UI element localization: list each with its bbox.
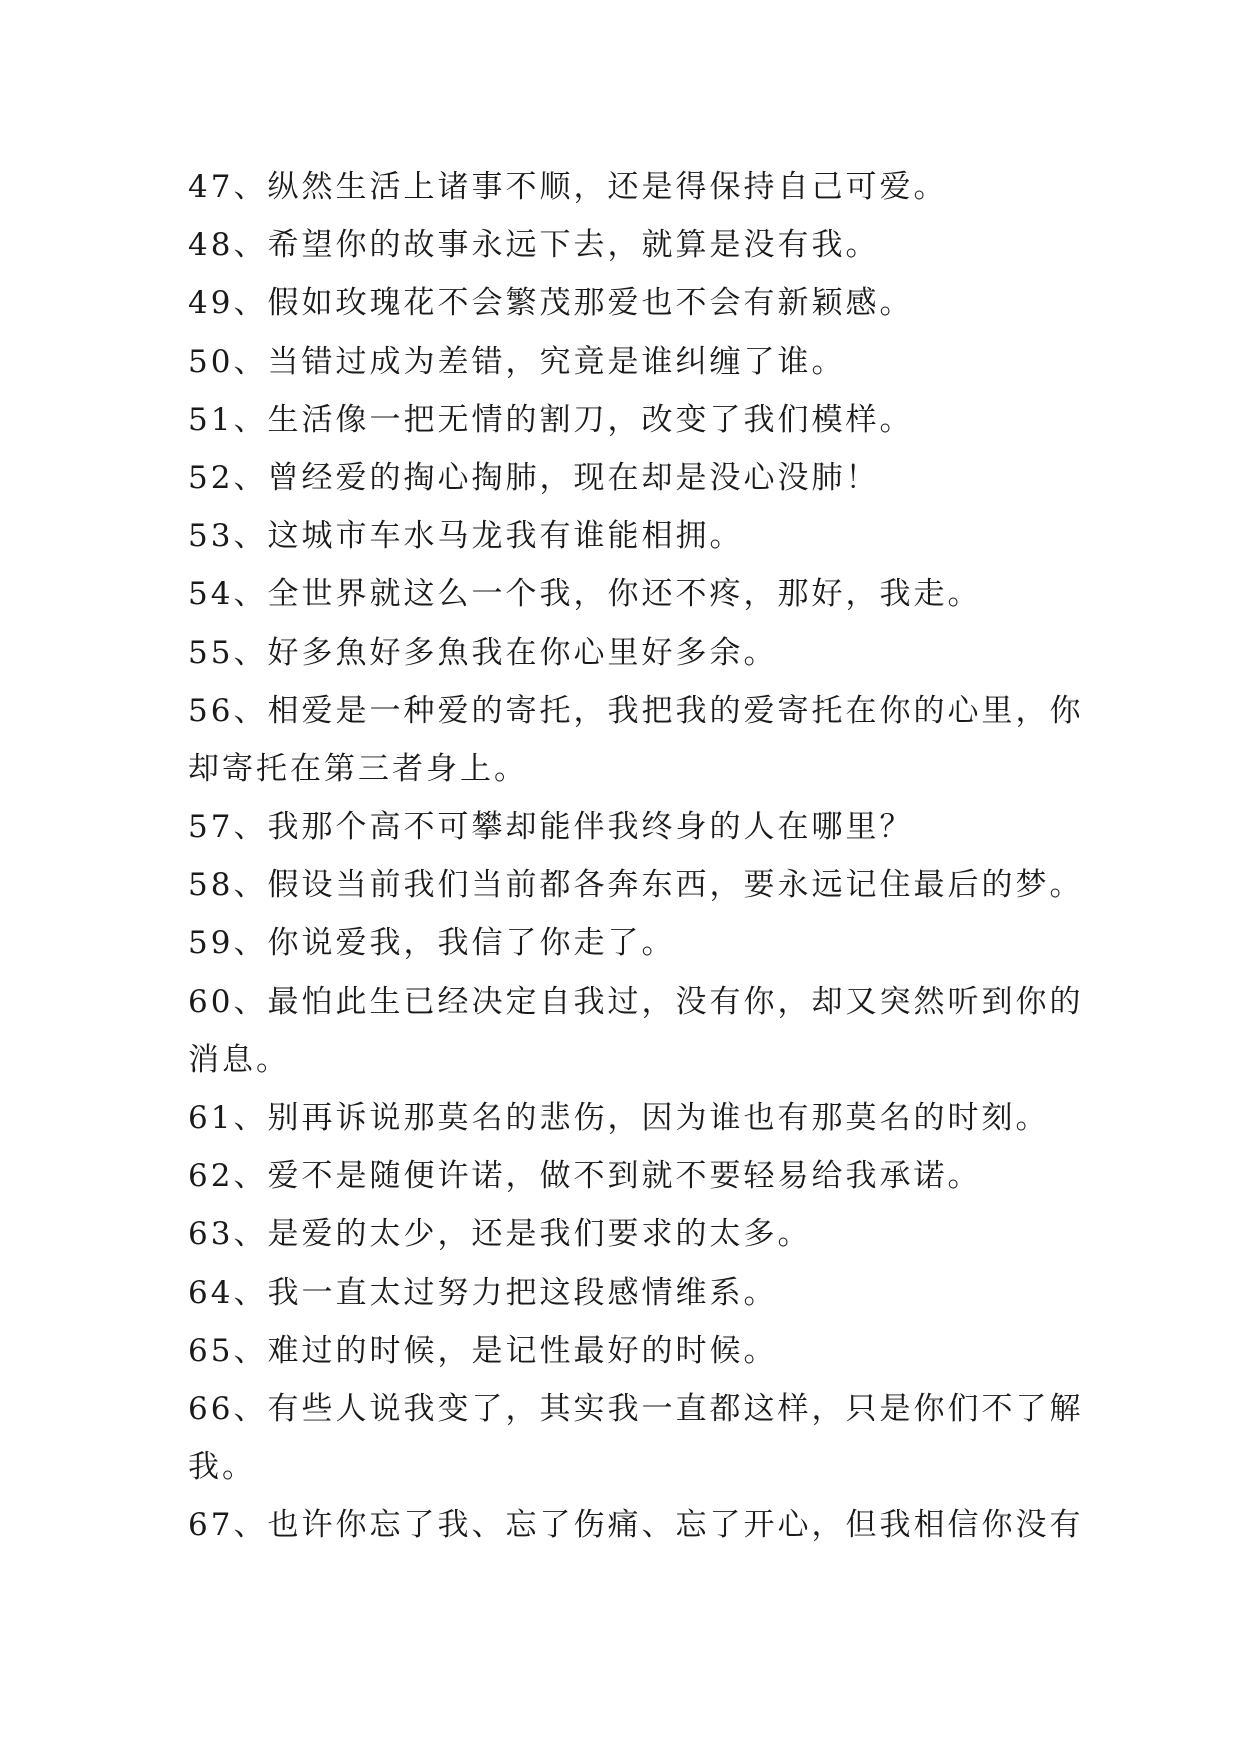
text-line: 51、生活像一把无情的割刀，改变了我们模样。	[188, 401, 914, 438]
text-line: 64、我一直太过努力把这段感情维系。	[188, 1274, 778, 1311]
text-line: 52、曾经爱的掏心掏肺，现在却是没心没肺！	[188, 459, 880, 496]
text-line: 58、假设当前我们当前都各奔东西，要永远记住最后的梦。	[188, 867, 1084, 904]
text-line: 50、当错过成为差错，究竟是谁纠缠了谁。	[188, 343, 846, 380]
text-line: 62、爱不是随便许诺，做不到就不要轻易给我承诺。	[188, 1158, 982, 1195]
text-line: 却寄托在第三者身上。	[188, 750, 528, 787]
text-line: 56、相爱是一种爱的寄托，我把我的爱寄托在你的心里，你	[188, 692, 1084, 729]
text-line: 61、别再诉说那莫名的悲伤，因为谁也有那莫名的时刻。	[188, 1100, 1050, 1136]
document-body	[188, 158, 1084, 1555]
text-line: 53、这城市车水马龙我有谁能相拥。	[188, 518, 744, 555]
text-line: 60、最怕此生已经决定自我过，没有你，却又突然听到你的	[188, 983, 1084, 1020]
text-line: 59、你说爱我，我信了你走了。	[188, 925, 676, 962]
text-line: 63、是爱的太少，还是我们要求的太多。	[188, 1216, 812, 1253]
text-line: 消息。	[188, 1041, 290, 1078]
text-line: 我。	[188, 1449, 256, 1486]
text-line: 57、我那个高不可攀却能伴我终身的人在哪里？	[188, 809, 914, 846]
text-line: 65、难过的时候，是记性最好的时候。	[188, 1332, 778, 1369]
text-line: 67、也许你忘了我、忘了伤痛、忘了开心，但我相信你没有	[188, 1507, 1084, 1544]
text-line: 54、全世界就这么一个我，你还不疼，那好，我走。	[188, 576, 982, 613]
text-line: 47、纵然生活上诸事不顺，还是得保持自己可爱。	[188, 169, 948, 205]
text-line: 49、假如玫瑰花不会繁茂那爱也不会有新颖感。	[188, 285, 914, 322]
text-line: 66、有些人说我变了，其实我一直都这样，只是你们不了解	[188, 1390, 1084, 1427]
text-line: 48、希望你的故事永远下去，就算是没有我。	[188, 227, 880, 264]
text-line: 55、好多魚好多魚我在你心里好多余。	[188, 634, 778, 671]
